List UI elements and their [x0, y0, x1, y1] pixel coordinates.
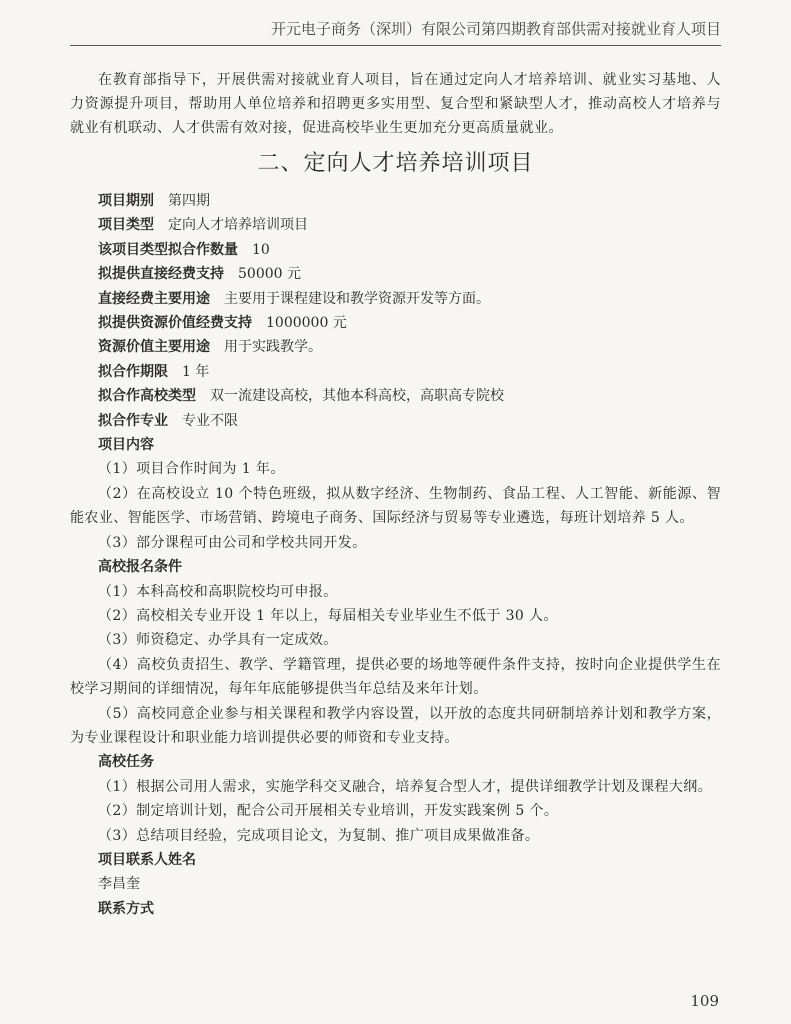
field-value: 定向人才培养培训项目 [168, 217, 308, 234]
field-count [70, 238, 721, 262]
field-label: 拟合作专业 [98, 412, 168, 429]
field-label: 拟提供资源价值经费支持 [98, 315, 252, 332]
task-item: （2）制定培训计划，配合公司开展相关专业培训，开发实践案例 5 个。 [98, 803, 559, 820]
conditions-heading: 高校报名条件 [98, 559, 182, 576]
field-major [70, 409, 721, 433]
contact-method-heading: 联系方式 [98, 900, 154, 917]
field-direct-funding-use [70, 287, 721, 311]
field-type [70, 213, 721, 237]
task-item: （3）总结项目经验，完成项目论文，为复制、推广项目成果做准备。 [98, 827, 540, 844]
page-content [70, 68, 721, 921]
condition-item: （4）高校负责招生、教学、学籍管理，提供必要的场地等硬件条件支持，按时向企业提供学生在校学习期间的详细情况，每年年底能够提供当年总结及来年计划。 [70, 656, 721, 698]
condition-item: （2）高校相关专业开设 1 年以上，每届相关专业毕业生不低于 30 人。 [98, 607, 558, 624]
field-resource-funding-use [70, 335, 721, 359]
field-direct-funding [70, 262, 721, 286]
field-term [70, 360, 721, 384]
field-value: 专业不限 [182, 412, 238, 429]
field-value: 1000000 元 [266, 315, 347, 332]
condition-item: （5）高校同意企业参与相关课程和教学内容设置，以开放的态度共同研制培养计划和教学方案，为专业课程设计和职业能力培训提供必要的师资和专业支持。 [70, 705, 721, 746]
content-item: （2）在高校设立 10 个特色班级，拟从数字经济、生物制药、食品工程、人工智能、新能源、智能农业、智能医学、市场营销、跨境电子商务、国际经济与贸易等专业遴选，每班计划培养 5 人。 [70, 485, 721, 527]
project-fields [70, 189, 721, 433]
field-value: 主要用于课程建设和教学资源开发等方面。 [224, 290, 490, 307]
intro-paragraph: 在教育部指导下，开展供需对接就业育人项目，旨在通过定向人才培养培训、就业实习基地、人力资源提升项目，帮助用人单位培养和招聘更多实用型、复合型和紧缺型人才，推动高校人才培养与就业有机联动、人才供需有效对接，促进高校毕业生更加充分更高质量就业。 [70, 72, 721, 136]
field-school-type [70, 384, 721, 408]
field-resource-funding [70, 311, 721, 335]
field-value: 1 年 [182, 363, 210, 380]
field-value: 用于实践教学。 [224, 339, 322, 356]
content-heading: 项目内容 [98, 437, 154, 454]
section-title: 二、定向人才培养培训项目 [257, 151, 534, 176]
content-item: （1）项目合作时间为 1 年。 [98, 461, 285, 478]
field-label: 拟合作高校类型 [98, 388, 196, 405]
contact-name-heading: 项目联系人姓名 [98, 851, 196, 868]
field-period [70, 189, 721, 213]
task-item: （1）根据公司用人需求，实施学科交叉融合，培养复合型人才，提供详细教学计划及课程大纲。 [98, 778, 713, 795]
field-value: 双一流建设高校，其他本科高校，高职高专院校 [210, 388, 504, 405]
field-label: 资源价值主要用途 [98, 339, 210, 356]
page-number: 109 [690, 992, 719, 1010]
field-label: 该项目类型拟合作数量 [98, 241, 238, 258]
content-item: （3）部分课程可由公司和学校共同开发。 [98, 534, 367, 551]
contact-name: 李昌奎 [98, 876, 140, 893]
field-label: 项目类型 [98, 217, 154, 234]
field-label: 直接经费主要用途 [98, 290, 210, 307]
condition-item: （3）师资稳定、办学具有一定成效。 [98, 632, 338, 649]
field-value: 第四期 [168, 193, 210, 209]
field-label: 拟提供直接经费支持 [98, 266, 224, 283]
field-label: 项目期别 [98, 193, 154, 209]
running-header: 开元电子商务（深圳）有限公司第四期教育部供需对接就业育人项目 [70, 18, 721, 46]
tasks-heading: 高校任务 [98, 754, 154, 771]
field-label: 拟合作期限 [98, 363, 168, 380]
field-value: 50000 元 [238, 266, 301, 283]
field-value: 10 [252, 241, 270, 258]
condition-item: （1）本科高校和高职院校均可申报。 [98, 583, 338, 600]
